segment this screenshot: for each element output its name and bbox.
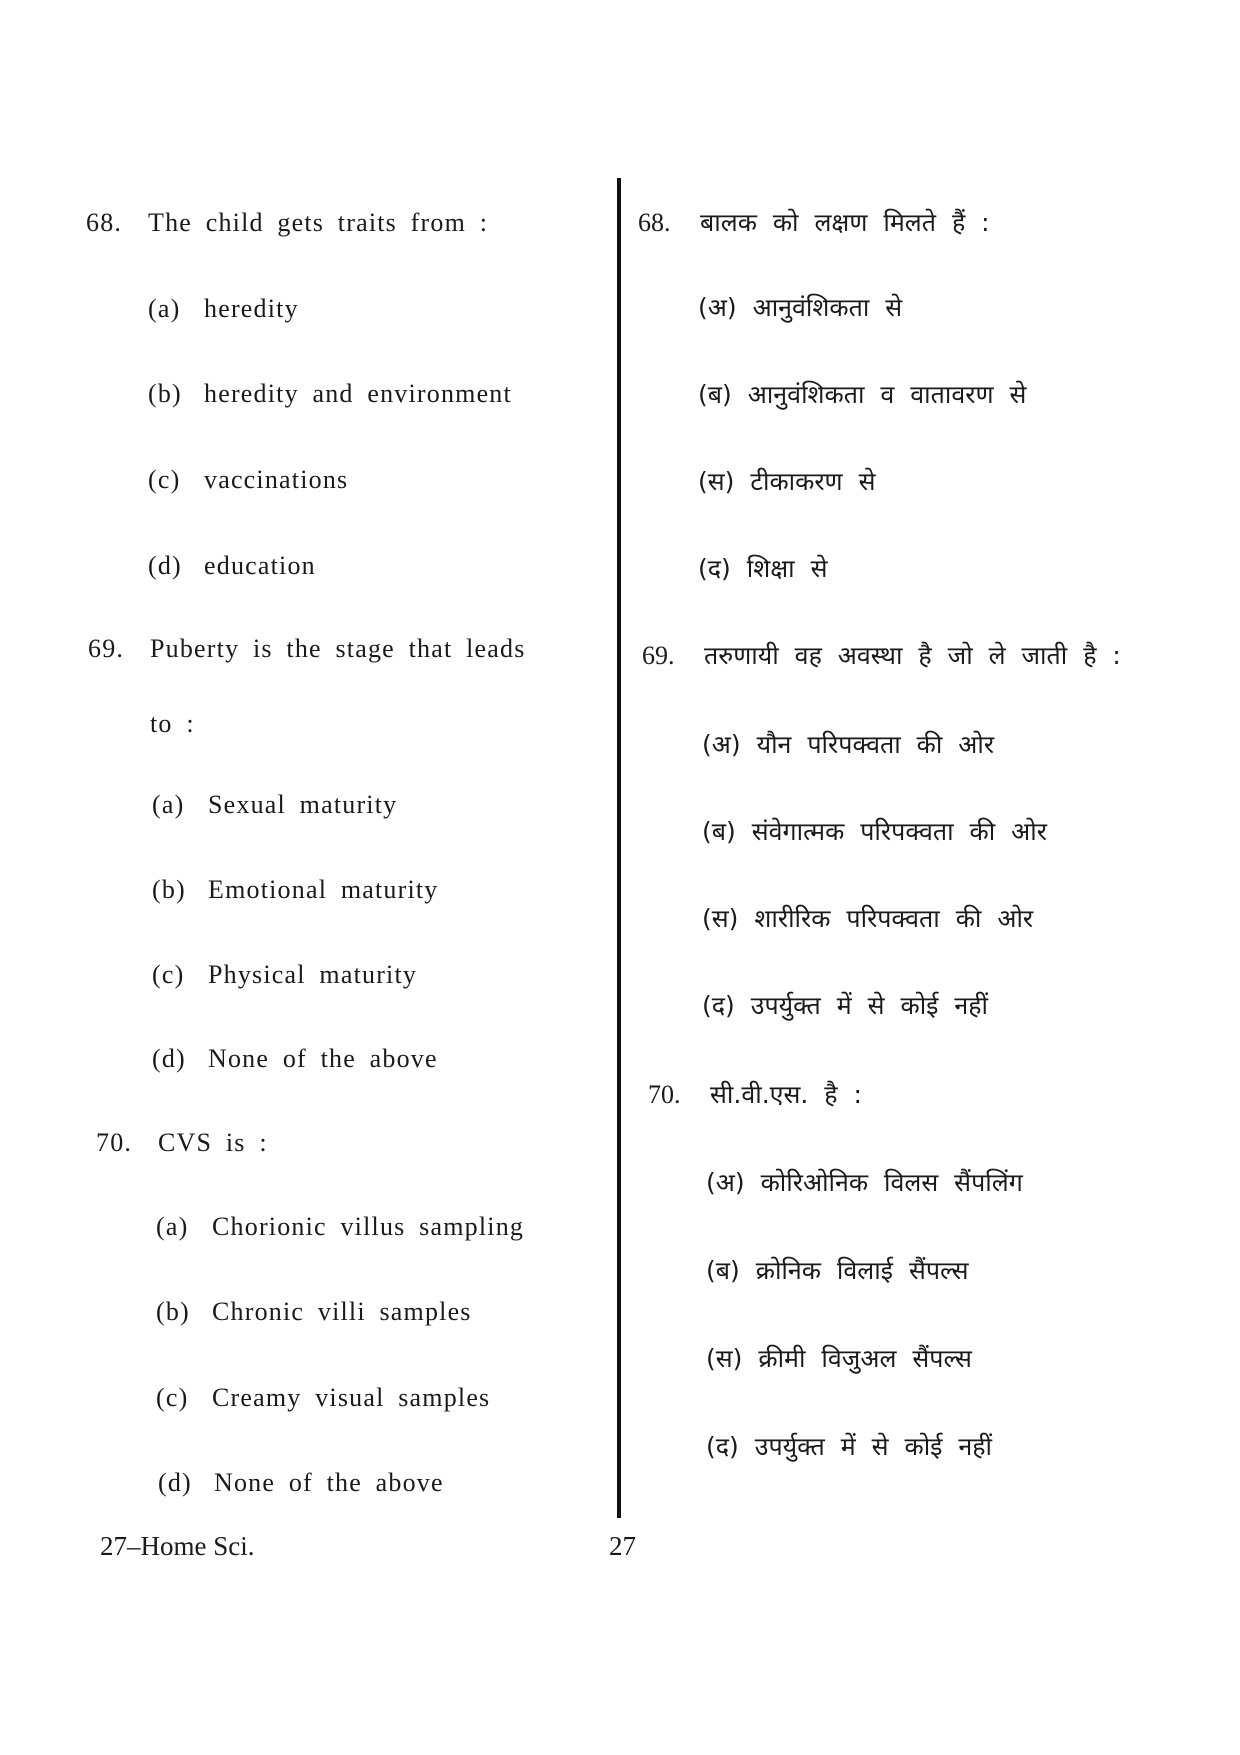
option-text: आनुवंशिकता से (752, 293, 903, 322)
option-text: Sexual maturity (208, 790, 398, 819)
option-key: (b) (156, 1297, 190, 1326)
option-text: Creamy visual samples (212, 1383, 491, 1412)
option-70c-en (156, 1383, 490, 1413)
option-68a-en (148, 294, 299, 324)
question-text: बालक को लक्षण मिलते हैं : (700, 208, 990, 237)
option-key: (द) (698, 554, 731, 583)
question-text: सी.वी.एस. है : (710, 1080, 862, 1109)
question-text: CVS is : (158, 1128, 268, 1157)
question-69-en-cont (150, 709, 195, 739)
english-column (0, 0, 615, 1755)
option-69a-en (152, 790, 397, 820)
option-key: (ब) (706, 1256, 740, 1285)
option-key: (ब) (702, 817, 736, 846)
option-69c-hi (702, 901, 1033, 935)
option-69c-en (152, 960, 417, 990)
option-69b-en (152, 875, 439, 905)
question-text-line2: to : (150, 709, 195, 738)
option-text: शारीरिक परिपक्वता की ओर (754, 904, 1034, 933)
question-69-hi (642, 638, 1121, 672)
option-key: (स) (698, 467, 735, 496)
question-text: The child gets traits from : (148, 208, 489, 237)
option-key: (a) (156, 1212, 189, 1241)
question-number: 70. (96, 1128, 133, 1157)
option-key: (b) (148, 379, 182, 408)
option-text: टीकाकरण से (750, 467, 876, 496)
option-text: Emotional maturity (208, 875, 439, 904)
option-key: (c) (152, 960, 185, 989)
option-key: (d) (148, 551, 182, 580)
option-text: संवेगात्मक परिपक्वता की ओर (751, 817, 1047, 846)
option-text: कोरिओनिक विलस सैंपलिंग (760, 1168, 1023, 1197)
option-68d-en (148, 551, 316, 581)
option-text: क्रोनिक विलाई सैंपल्स (755, 1256, 969, 1285)
option-key: (c) (156, 1383, 189, 1412)
option-70b-hi (706, 1253, 969, 1287)
column-divider (617, 178, 621, 1518)
option-text: उपर्युक्त में से कोई नहीं (754, 1432, 993, 1461)
option-text: उपर्युक्त में से कोई नहीं (750, 991, 989, 1020)
question-text-line1: Puberty is the stage that leads (150, 634, 526, 663)
option-key: (स) (706, 1344, 743, 1373)
page-number: 27 (609, 1531, 636, 1561)
question-70-en (96, 1128, 268, 1158)
option-key: (a) (148, 294, 181, 323)
option-text: None of the above (208, 1044, 438, 1073)
option-text: शिक्षा से (746, 554, 828, 583)
question-number: 70. (648, 1080, 681, 1109)
question-number: 68. (638, 208, 671, 237)
option-key: (अ) (702, 730, 741, 759)
option-69a-hi (702, 727, 994, 761)
option-text: None of the above (214, 1468, 444, 1497)
option-70a-hi (706, 1165, 1023, 1199)
paper-code: 27–Home Sci. (100, 1531, 255, 1561)
option-68b-hi (698, 377, 1026, 411)
question-number: 68. (86, 208, 123, 237)
option-key: (a) (152, 790, 185, 819)
option-text: Chronic villi samples (212, 1297, 472, 1326)
option-text: Chorionic villus sampling (212, 1212, 525, 1241)
option-70b-en (156, 1297, 472, 1327)
option-key: (द) (702, 991, 735, 1020)
hindi-column (625, 0, 1240, 1755)
option-text: heredity and environment (204, 379, 512, 408)
option-text: education (204, 551, 316, 580)
question-69-en (88, 634, 526, 664)
option-68a-hi (698, 290, 902, 324)
option-text: यौन परिपक्वता की ओर (756, 730, 995, 759)
option-key: (b) (152, 875, 186, 904)
option-70d-hi (706, 1429, 992, 1463)
option-text: आनुवंशिकता व वातावरण से (747, 380, 1027, 409)
question-70-hi (648, 1077, 862, 1111)
option-text: Physical maturity (208, 960, 418, 989)
option-68b-en (148, 379, 512, 409)
question-68-hi (638, 205, 990, 239)
option-69b-hi (702, 814, 1047, 848)
option-68c-en (148, 465, 348, 495)
option-text: vaccinations (204, 465, 349, 494)
option-key: (ब) (698, 380, 732, 409)
option-key: (द) (706, 1432, 739, 1461)
question-text: तरुणायी वह अवस्था है जो ले जाती है : (704, 641, 1121, 670)
option-text: heredity (204, 294, 299, 323)
question-number: 69. (88, 634, 125, 663)
option-70c-hi (706, 1341, 972, 1375)
option-text: क्रीमी विजुअल सैंपल्स (758, 1344, 972, 1373)
option-key: (c) (148, 465, 181, 494)
option-key: (d) (158, 1468, 192, 1497)
question-number: 69. (642, 641, 675, 670)
question-68-en (86, 208, 488, 238)
option-key: (d) (152, 1044, 186, 1073)
option-70d-en (158, 1468, 444, 1498)
option-70a-en (156, 1212, 524, 1242)
option-69d-hi (702, 988, 988, 1022)
option-key: (अ) (706, 1168, 745, 1197)
option-key: (स) (702, 904, 739, 933)
option-69d-en (152, 1044, 438, 1074)
option-68c-hi (698, 464, 875, 498)
option-68d-hi (698, 551, 827, 585)
option-key: (अ) (698, 293, 737, 322)
